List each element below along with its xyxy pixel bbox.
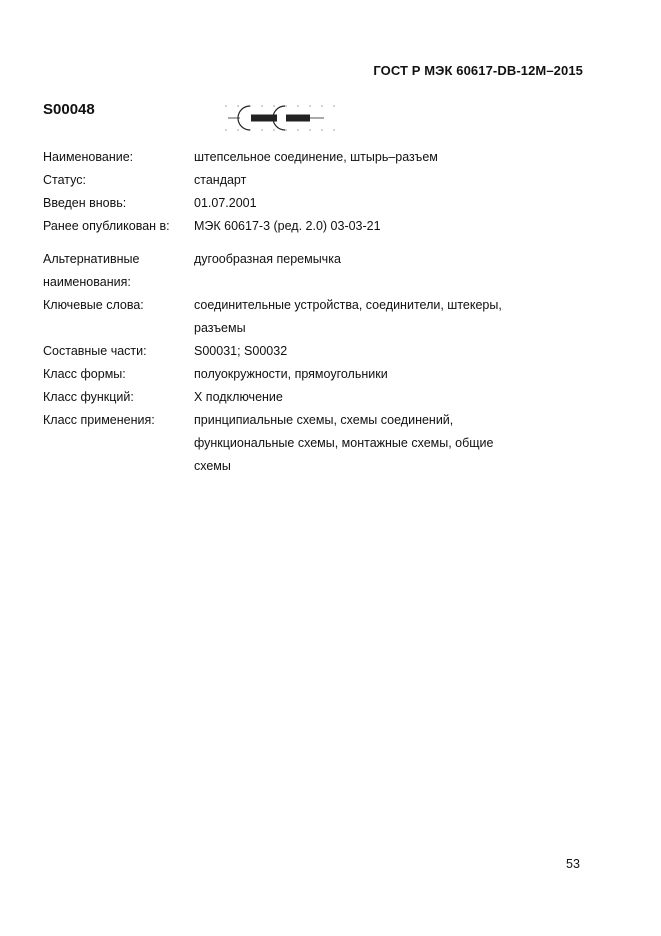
field-status: Статус: стандарт	[43, 173, 247, 187]
symbol-id: S00048	[43, 101, 95, 118]
field-introduced: Введен вновь: 01.07.2001	[43, 196, 257, 210]
field-application-class: Класс применения: принципиальные схемы, схемы соединений, функциональные схемы, монтажные схемы, общие схемы	[43, 413, 494, 473]
field-alternative-names: Альтернативные наименования: дугообразная перемычка	[43, 252, 341, 289]
field-name: Наименование: штепсельное соединение, штырь–разъем	[43, 150, 438, 164]
field-shape-class: Класс формы: полуокружности, прямоугольники	[43, 367, 388, 381]
plug-socket-connector-icon	[224, 100, 336, 140]
page-number: 53	[566, 857, 580, 871]
symbol-fields	[43, 146, 563, 478]
standard-header: ГОСТ Р МЭК 60617-DB-12M–2015	[373, 63, 583, 78]
field-function-class: Класс функций: X подключение	[43, 390, 283, 404]
field-keywords: Ключевые слова: соединительные устройства, соединители, штекеры, разъемы	[43, 298, 502, 335]
field-components: Составные части: S00031; S00032	[43, 344, 288, 358]
field-previously-published: Ранее опубликован в: МЭК 60617-3 (ред. 2.0) 03-03-21	[43, 219, 381, 233]
